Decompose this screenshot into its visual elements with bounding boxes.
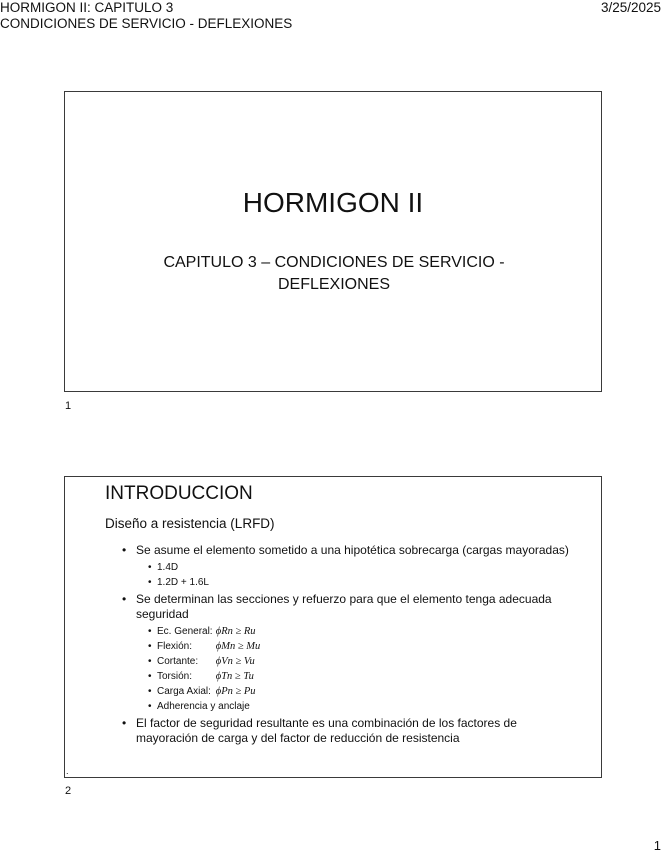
- header-chapter-title: CONDICIONES DE SERVICIO - DEFLEXIONES: [0, 16, 293, 31]
- sub-bullet-combo-1: • 1.4D: [105, 560, 575, 575]
- check-formula: ϕTn ≥ Tu: [215, 671, 254, 682]
- check-flexure: [105, 639, 575, 654]
- slide-2-subtitle: Diseño a resistencia (LRFD): [105, 516, 275, 531]
- check-torsion: [105, 669, 575, 684]
- check-formula: ϕMn ≥ Mu: [215, 641, 261, 652]
- slide-2-number: 2: [65, 785, 72, 797]
- check-label: Ec. General:: [157, 626, 213, 637]
- check-general: [105, 624, 575, 639]
- check-formula: ϕRn ≥ Ru: [215, 626, 256, 637]
- check-formula: ϕPn ≥ Pu: [215, 686, 256, 697]
- bullet-factored-loads: • Se asume el elemento sometido a una hipotética sobrecarga (cargas mayoradas): [105, 543, 575, 558]
- page-header: [0, 0, 292, 32]
- check-formula: ϕVn ≥ Vu: [215, 656, 255, 667]
- sub-bullet-bond-anchorage: • Adherencia y anclaje: [105, 699, 575, 714]
- slide-1-title: HORMIGON II: [242, 187, 424, 218]
- slide-1-subtitle: CAPITULO 3 – CONDICIONES DE SERVICIO - DEFLEXIONES: [163, 254, 505, 293]
- bullet-sections-reinforcement: • Se determinan las secciones y refuerzo para que el elemento tenga adecuada seguridad: [105, 592, 575, 622]
- slide-2-dot-mark: .: [66, 766, 69, 776]
- slide-1-number: 1: [65, 400, 72, 412]
- header-date: 3/25/2025: [600, 0, 661, 15]
- bullet-safety-factor: • El factor de seguridad resultante es una combinación de los factores de mayoración de carga y del factor de reducción de resistencia: [105, 716, 575, 746]
- check-shear: [105, 654, 575, 669]
- slide-1: [64, 91, 602, 392]
- slide-2-bullet-list: [105, 543, 575, 748]
- header-course-title: HORMIGON II: CAPITULO 3: [0, 0, 174, 15]
- check-label: Cortante:: [157, 656, 199, 667]
- sub-bullet-combo-2: • 1.2D + 1.6L: [105, 575, 575, 590]
- slide-2: [64, 476, 602, 778]
- check-label: Torsión:: [157, 671, 193, 682]
- page-number: 1: [653, 838, 661, 853]
- check-label: Flexión:: [157, 641, 193, 652]
- slide-2-title: INTRODUCCION: [105, 483, 253, 504]
- check-axial: [105, 684, 575, 699]
- check-label: Carga Axial:: [157, 686, 211, 697]
